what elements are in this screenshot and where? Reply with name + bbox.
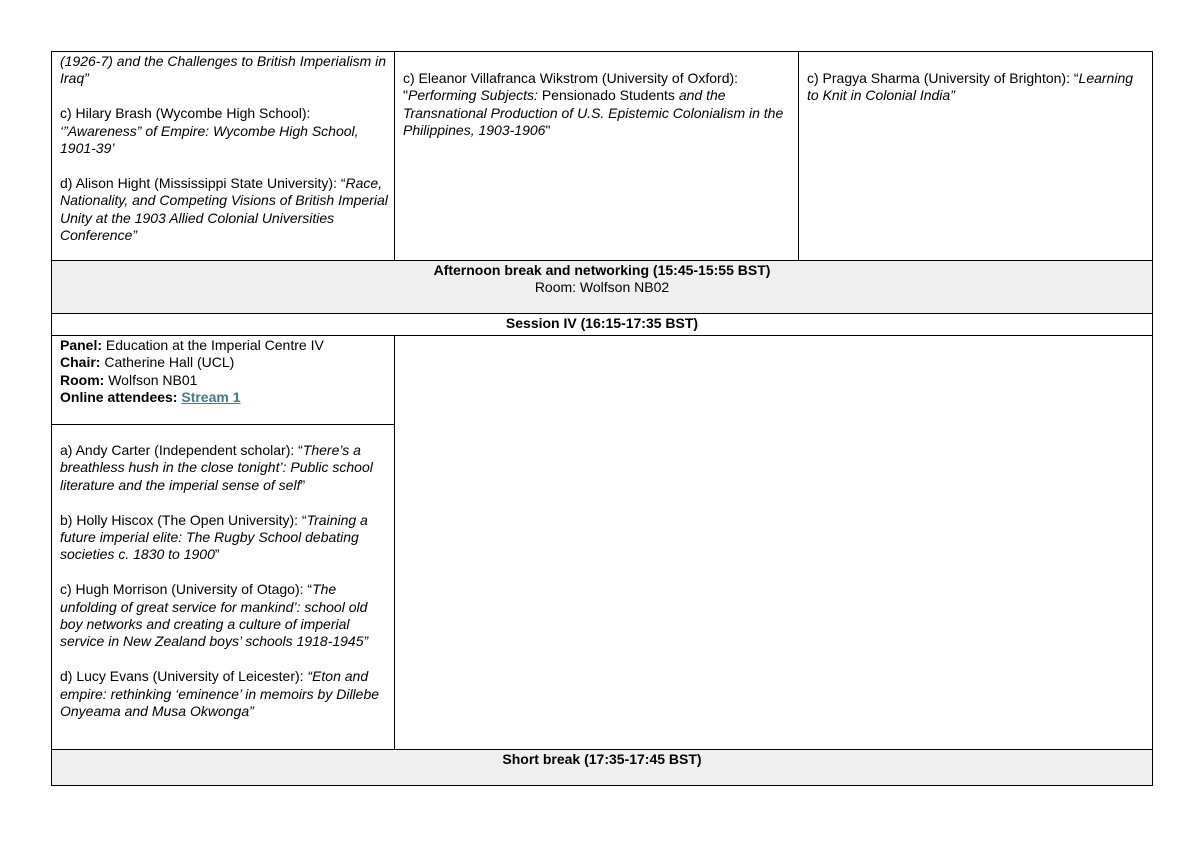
- paper-c-hilary-brash: c) Hilary Brash (Wycombe High School): ‘”Awareness” of Empire: Wycombe High School, 1901-39’: [60, 105, 359, 157]
- row1-col3-cell: [807, 70, 1145, 105]
- table-border-panel-info-bottom: [51, 424, 395, 425]
- paper-c-eleanor-wikstrom: c) Eleanor Villafranca Wikstrom (University of Oxford): "Performing Subjects: Pensionado Students and the Transnational Production of U.S. Epistemic Colonialism in the Philippines, 1903-1906": [403, 70, 784, 139]
- paper-b-holly-hiscox: b) Holly Hiscox (The Open University): “Training a future imperial elite: The Rugby School debating societies c. 1830 to 1900”: [60, 511, 368, 563]
- table-border-right: [1152, 51, 1153, 786]
- table-border-session-title-bottom: [51, 335, 1153, 336]
- table-border-top: [51, 51, 1153, 52]
- paper-c-pragya-sharma: c) Pragya Sharma (University of Brighton): “Learning to Knit in Colonial India”: [807, 70, 1134, 104]
- afternoon-break-room: Room: Wolfson NB02: [534, 279, 670, 296]
- table-border-break-bottom: [51, 313, 1153, 314]
- table-divider-col2-row1: [798, 51, 799, 261]
- table-divider-col1-row1: [394, 51, 395, 261]
- room-line: Room: Wolfson NB01: [60, 371, 198, 388]
- afternoon-break-title: Afternoon break and networking (15:45-15:55 BST): [433, 262, 771, 278]
- paper-d-alison-hight: d) Alison Hight (Mississippi State University): “Race, Nationality, and Competing Visions of British Imperial Unity at the 1903 Allied Colonial Universities Conference”: [60, 174, 388, 244]
- panel-line: Panel: Education at the Imperial Centre IV: [60, 337, 324, 353]
- short-break-title: Short break (17:35-17:45 BST): [502, 751, 702, 767]
- afternoon-break-cell: [52, 262, 1152, 297]
- continued-paper-title: (1926-7) and the Challenges to British Imperialism in Iraq”: [60, 53, 387, 87]
- session-iv-panel-info: [60, 337, 390, 407]
- paper-a-andy-carter: a) Andy Carter (Independent scholar): “There’s a breathless hush in the close tonight’: Public school literature and the imperial sense of self”: [60, 442, 373, 493]
- session-iv-papers: [60, 442, 390, 720]
- table-border-session-bottom: [51, 749, 1153, 750]
- table-border-left: [51, 51, 52, 786]
- row1-col2-cell: [403, 70, 791, 140]
- chair-line: Chair: Catherine Hall (UCL): [60, 354, 235, 371]
- table-divider-col1-session: [394, 335, 395, 750]
- session-iv-title-cell: [52, 315, 1152, 332]
- table-border-row1-bottom: [51, 260, 1153, 261]
- table-border-bottom: [51, 785, 1153, 786]
- online-attendees-line: Online attendees: Stream 1: [60, 389, 241, 406]
- stream-1-link[interactable]: Stream 1: [181, 389, 241, 406]
- short-break-cell: [52, 751, 1152, 768]
- row1-col1-cell: [60, 53, 390, 244]
- paper-d-lucy-evans: d) Lucy Evans (University of Leicester): “Eton and empire: rethinking ‘eminence’ in memoirs by Dillebe Onyeama and Musa Okwonga”: [60, 668, 380, 720]
- session-iv-title: Session IV (16:15-17:35 BST): [505, 315, 699, 331]
- paper-c-hugh-morrison: c) Hugh Morrison (University of Otago): “The unfolding of great service for mankind’: school old boy networks and creating a culture of imperial service in New Zealand boys’ schools 1918-1945”: [60, 581, 369, 650]
